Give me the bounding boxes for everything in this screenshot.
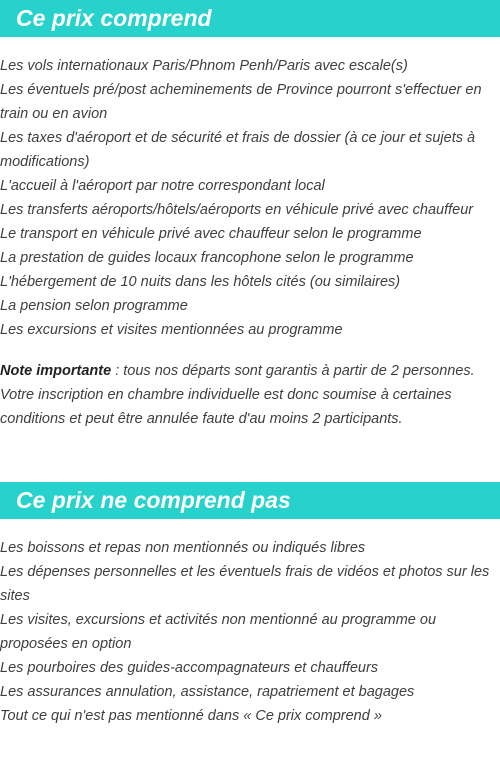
includes-heading: Ce prix comprend bbox=[0, 0, 500, 37]
excludes-heading: Ce prix ne comprend pas bbox=[0, 482, 500, 519]
important-note bbox=[0, 359, 500, 431]
list-item: Tout ce qui n'est pas mentionné dans « Ce prix comprend » bbox=[0, 708, 382, 724]
list-item: Le transport en véhicule privé avec chauffeur selon le programme bbox=[0, 226, 422, 242]
list-item: Les visites, excursions et activités non mentionné au programme ou proposées en option bbox=[0, 612, 437, 652]
note-text: : tous nos départs sont garantis à partir de 2 personnes. Votre inscription en chambre individuelle est donc soumise à certaines conditions et peut être annulée faute d'au moins 2 participants. bbox=[0, 363, 475, 427]
list-item: Les taxes d'aéroport et de sécurité et frais de dossier (à ce jour et sujets à modifications) bbox=[0, 130, 476, 170]
list-item: L'accueil à l'aéroport par notre correspondant local bbox=[0, 178, 325, 194]
list-item: L'hébergement de 10 nuits dans les hôtels cités (ou similaires) bbox=[0, 274, 401, 290]
list-item: Les éventuels pré/post acheminements de Province pourront s'effectuer en train ou en avion bbox=[0, 82, 482, 122]
includes-list bbox=[0, 54, 500, 342]
list-item: Les transferts aéroports/hôtels/aéroports en véhicule privé avec chauffeur bbox=[0, 202, 474, 218]
excludes-list bbox=[0, 536, 500, 728]
list-item: Les excursions et visites mentionnées au programme bbox=[0, 322, 343, 338]
list-item: Les pourboires des guides-accompagnateurs et chauffeurs bbox=[0, 660, 379, 676]
list-item: La prestation de guides locaux francophone selon le programme bbox=[0, 250, 414, 266]
list-item: La pension selon programme bbox=[0, 298, 188, 314]
list-item: Les boissons et repas non mentionnés ou indiqués libres bbox=[0, 540, 366, 556]
excludes-section bbox=[0, 482, 500, 728]
list-item: Les vols internationaux Paris/Phnom Penh/Paris avec escale(s) bbox=[0, 58, 408, 74]
list-item: Les dépenses personnelles et les éventuels frais de vidéos et photos sur les sites bbox=[0, 564, 490, 604]
note-label: Note importante bbox=[0, 363, 112, 379]
list-item: Les assurances annulation, assistance, rapatriement et bagages bbox=[0, 684, 415, 700]
